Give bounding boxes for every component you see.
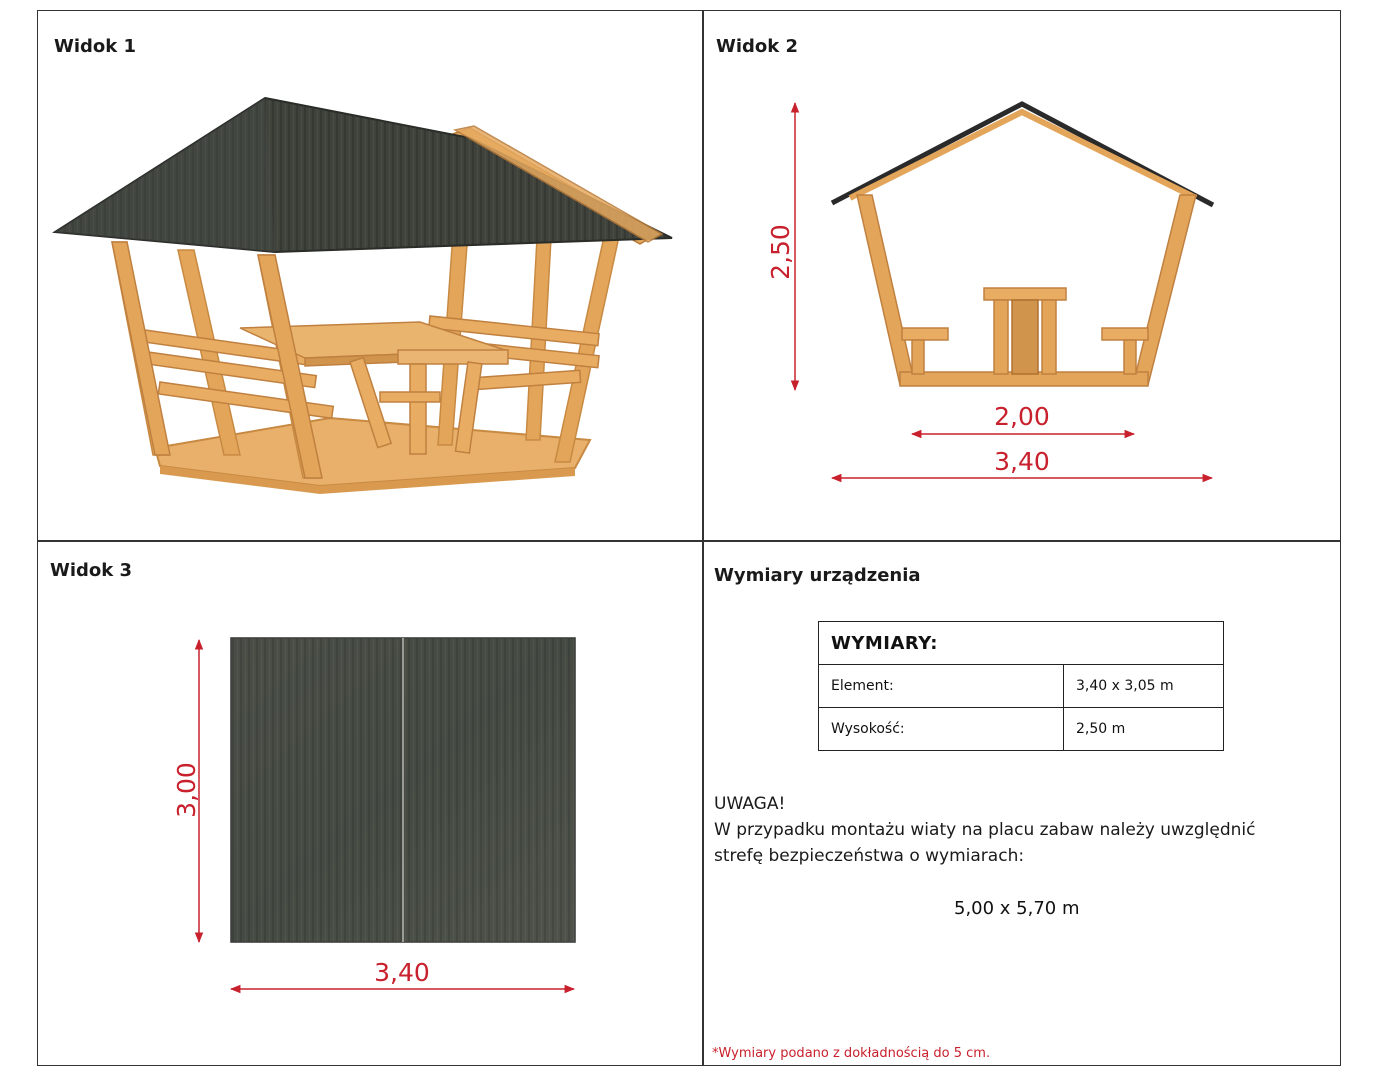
warning-line-2: strefę bezpieczeństwa o wymiarach: xyxy=(714,846,1025,866)
row-label: Wysokość: xyxy=(819,708,1064,751)
table-header-row xyxy=(819,622,1224,665)
height-dimension-label: 2,50 xyxy=(766,224,795,280)
view1-heading: Widok 1 xyxy=(54,36,137,57)
gazebo-top-view-roof xyxy=(231,638,575,942)
table-row xyxy=(819,708,1224,751)
row-value: 2,50 m xyxy=(1064,708,1224,751)
dimensions-table xyxy=(818,621,1224,751)
inner-width-dimension-label: 2,00 xyxy=(994,402,1050,431)
outer-width-dimension-label: 3,40 xyxy=(994,447,1050,476)
warning-line-1: W przypadku montażu wiaty na placu zabaw należy uwzględnić xyxy=(714,820,1256,840)
gazebo-front-elevation xyxy=(832,104,1213,386)
row-label: Element: xyxy=(819,665,1064,708)
view3-heading: Widok 3 xyxy=(50,560,133,581)
table-row xyxy=(819,665,1224,708)
depth-dimension-label: 3,00 xyxy=(172,762,201,818)
accuracy-footnote: *Wymiary podano z dokładnością do 5 cm. xyxy=(712,1046,991,1061)
safety-zone-value: 5,00 x 5,70 m xyxy=(954,898,1080,919)
gazebo-perspective-illustration xyxy=(55,98,672,494)
row-value: 3,40 x 3,05 m xyxy=(1064,665,1224,708)
warning-title: UWAGA! xyxy=(714,794,786,814)
spec-heading: Wymiary urządzenia xyxy=(714,565,921,586)
table-header: WYMIARY: xyxy=(819,622,1224,665)
top-width-dimension-label: 3,40 xyxy=(374,958,430,987)
view2-heading: Widok 2 xyxy=(716,36,799,57)
